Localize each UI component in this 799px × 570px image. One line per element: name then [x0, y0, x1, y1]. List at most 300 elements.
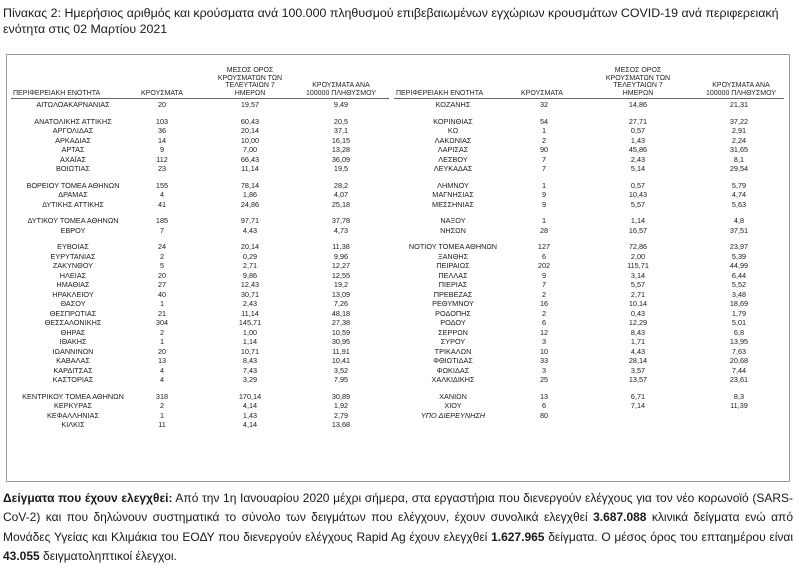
region-name-cell: ΠΕΛΛΑΣ [438, 270, 468, 280]
region-name-cell: ΠΙΕΡΙΑΣ [438, 280, 468, 289]
table-row [0, 226, 392, 236]
avg7-cell: 3,57 [630, 365, 646, 375]
cases-cell: 13 [157, 356, 167, 365]
cases-cell: 32 [539, 100, 549, 109]
cases-cell: 24 [157, 242, 167, 251]
footer-text-1: Από την 1η Ιανουαρίου 2020 μέχρι σήμερα, στα εργαστήρια που διενεργούν ελέγχους για τον νέο κορωνοϊό (SARS-CoV-2) και που δηλώνουν συστηματικά το σύνολο των δειγμάτων που ελέγχουν, έχουν συνολικά ελεγχθεί [3, 491, 793, 525]
table-row [392, 181, 792, 191]
avg7-cell: 3,29 [242, 375, 258, 384]
per100k-cell: 13,09 [331, 289, 351, 299]
right-table-body [392, 100, 792, 420]
region-name-cell: ΛΑΡΙΣΑΣ [437, 145, 469, 154]
per100k-cell: 13,95 [729, 337, 749, 346]
table-row [0, 420, 392, 430]
per100k-cell: 31,65 [729, 145, 749, 154]
cases-cell: 2 [159, 327, 165, 337]
table-row [392, 252, 792, 262]
cases-cell: 4 [159, 365, 165, 375]
per100k-cell: 7,95 [333, 375, 349, 384]
table-row [0, 242, 392, 252]
avg7-cell: 5,57 [630, 199, 646, 209]
cases-cell: 2 [541, 135, 547, 145]
per100k-cell: 5,39 [731, 251, 747, 261]
avg7-cell: 4,43 [242, 225, 258, 235]
avg7-cell: 1,43 [242, 410, 258, 420]
table-row [0, 299, 392, 309]
per100k-cell: 20,68 [729, 356, 749, 365]
header-per-right: ΚΡΟΥΣΜΑΤΑ ΑΝΑ 100000 ΠΛΗΘΥΣΜΟΥ [705, 82, 777, 97]
per100k-cell: 18,69 [729, 299, 749, 308]
per100k-cell: 4,8 [733, 216, 745, 225]
cases-cell: 202 [537, 261, 551, 270]
region-name-cell: ΕΥΡΥΤΑΝΙΑΣ [50, 251, 96, 261]
header-unit-left: ΠΕΡΙΦΕΡΕΙΑΚΗ ΕΝΟΤΗΤΑ [13, 90, 101, 97]
table-row [392, 318, 792, 328]
region-name-cell: ΑΡΚΑΔΙΑΣ [55, 135, 91, 145]
region-name-cell: ΚΙΛΚΙΣ [61, 420, 85, 429]
region-name-cell: ΚΑΣΤΟΡΙΑΣ [52, 375, 94, 384]
table-row [0, 309, 392, 319]
avg7-cell: 145,71 [238, 318, 262, 327]
region-name-cell: ΧΑΛΚΙΔΙΚΗΣ [431, 375, 475, 384]
per100k-cell: 1,79 [731, 308, 747, 318]
cases-cell: 318 [155, 391, 169, 401]
per100k-cell: 7,26 [333, 299, 349, 308]
table-row [0, 356, 392, 366]
cases-cell: 185 [155, 216, 169, 225]
table-row [392, 100, 792, 110]
per100k-cell: 44,99 [729, 261, 749, 270]
cases-cell: 3 [541, 365, 547, 375]
region-name-cell: ΚΑΡΔΙΤΣΑΣ [53, 365, 93, 375]
per100k-cell: 5,01 [731, 318, 747, 327]
cases-cell: 20 [157, 346, 167, 356]
cases-cell: 27 [157, 280, 167, 289]
per100k-cell: 8,3 [733, 391, 745, 401]
table-row [392, 216, 792, 226]
table-row [0, 155, 392, 165]
region-name-cell: ΔΥΤΙΚΟΥ ΤΟΜΕΑ ΑΘΗΝΩΝ [27, 216, 119, 225]
cases-cell: 40 [157, 289, 167, 299]
per100k-cell: 5,79 [731, 180, 747, 190]
avg7-cell: 13,57 [628, 375, 648, 384]
cases-cell: 10 [539, 346, 549, 356]
avg7-cell: 170,14 [238, 391, 262, 401]
table-row [392, 356, 792, 366]
cases-cell: 1 [541, 180, 547, 190]
avg7-cell: 10,43 [628, 190, 648, 199]
per100k-cell: 2,79 [333, 410, 349, 420]
table-row [392, 347, 792, 357]
avg7-cell: 45,86 [628, 145, 648, 154]
table-row [392, 261, 792, 271]
avg7-cell: 0,43 [630, 308, 646, 318]
footer-text-2: κλινικά δείγματα ενώ από Μονάδες Υγείας και Κλιμάκια του ΕΟΔΥ που διενεργούν ελέγχους Rapid Ag έχουν ελεγχθεί [3, 510, 793, 544]
per100k-cell: 11,91 [332, 346, 350, 356]
avg7-cell: 72,86 [628, 242, 648, 251]
avg7-cell: 19,57 [240, 100, 260, 109]
region-name-cell: ΜΕΣΣΗΝΙΑΣ [432, 199, 474, 209]
table-row [392, 155, 792, 165]
table-row [0, 271, 392, 281]
table-row [0, 318, 392, 328]
cases-cell: 9 [541, 190, 547, 199]
header-avg-left: ΜΕΣΟΣ ΟΡΟΣ ΚΡΟΥΣΜΑΤΩΝ ΤΩΝ ΤΕΛΕΥΤΑΙΩΝ 7 ΗΜΕΡΩΝ [217, 67, 283, 97]
footer-text-3: δείγματα. Ο μέσος όρος του επταημέρου είναι [544, 529, 793, 544]
region-name-cell: ΕΒΡΟΥ [60, 225, 86, 235]
avg7-cell: 2,71 [242, 261, 258, 270]
region-name-cell: ΠΕΙΡΑΙΩΣ [436, 261, 470, 270]
cases-cell: 1 [159, 299, 165, 308]
avg7-cell: 2,71 [630, 289, 646, 299]
per100k-cell: 6,8 [733, 327, 745, 337]
per100k-cell: 2,91 [731, 126, 747, 135]
region-name-cell: ΛΕΣΒΟΥ [438, 154, 468, 164]
region-name-cell: ΘΕΣΣΑΛΟΝΙΚΗΣ [44, 318, 102, 327]
region-name-cell: ΦΩΚΙΔΑΣ [436, 365, 470, 375]
region-name-cell: ΦΘΙΩΤΙΔΑΣ [433, 356, 473, 365]
avg7-cell: 7,43 [242, 365, 258, 375]
region-name-cell: ΙΩΑΝΝΙΝΩΝ [52, 346, 94, 356]
avg7-cell: 24,86 [240, 199, 260, 209]
per100k-cell: 12,27 [331, 261, 351, 270]
avg7-cell: 30,71 [240, 289, 260, 299]
cases-cell: 7 [541, 280, 547, 289]
cases-cell: 6 [541, 401, 547, 410]
region-name-cell: ΔΡΑΜΑΣ [58, 190, 88, 199]
table-row [0, 401, 392, 411]
avg7-cell: 3,14 [630, 270, 646, 280]
table-row [392, 366, 792, 376]
cases-cell: 36 [157, 126, 167, 135]
avg7-cell: 78,14 [240, 180, 260, 190]
avg7-cell: 12,29 [628, 318, 648, 327]
region-name-cell: ΡΟΔΟΠΗΣ [435, 308, 471, 318]
table-row [0, 216, 392, 226]
avg7-cell: 10,00 [240, 135, 260, 145]
region-name-cell: ΝΗΣΩΝ [440, 225, 466, 235]
table-row [0, 375, 392, 385]
per100k-cell: 13,68 [331, 420, 351, 429]
table-row [392, 271, 792, 281]
cases-cell: 21 [157, 308, 167, 318]
per100k-cell: 37,78 [331, 216, 351, 225]
cases-cell: 2 [541, 289, 547, 299]
cases-cell: 4 [159, 190, 165, 199]
cases-cell: 6 [541, 251, 547, 261]
cases-cell: 9 [541, 270, 547, 280]
footer-weekly-average: 43.055 [3, 549, 40, 564]
header-rule-left [11, 98, 389, 99]
cases-cell: 20 [157, 100, 167, 109]
table-row [392, 337, 792, 347]
table-row [392, 126, 792, 136]
avg7-cell: 1,43 [630, 135, 646, 145]
per100k-cell: 30,95 [331, 337, 351, 346]
avg7-cell: 4,14 [242, 401, 258, 410]
cases-cell: 155 [155, 180, 169, 190]
cases-cell: 7 [159, 225, 165, 235]
cases-cell: 127 [537, 242, 551, 251]
table-row [392, 136, 792, 146]
avg7-cell: 28,14 [628, 356, 648, 365]
region-name-cell: ΒΟΡΕΙΟΥ ΤΟΜΕΑ ΑΘΗΝΩΝ [26, 180, 120, 190]
avg7-cell: 0,57 [630, 180, 646, 190]
table-row [392, 328, 792, 338]
per100k-cell: 4,07 [333, 190, 349, 199]
per100k-cell: 23,61 [729, 375, 749, 384]
table-row [0, 252, 392, 262]
table-row [0, 280, 392, 290]
avg7-cell: 11,14 [241, 308, 259, 318]
region-name-cell: ΚΟΖΑΝΗΣ [435, 100, 471, 109]
per100k-cell: 5,52 [731, 280, 747, 289]
table-row [0, 145, 392, 155]
table-row [0, 290, 392, 300]
table-row [0, 337, 392, 347]
per100k-cell: 37,1 [333, 126, 349, 135]
cases-cell: 28 [539, 225, 549, 235]
header-per-left: ΚΡΟΥΣΜΑΤΑ ΑΝΑ 100000 ΠΛΗΘΥΣΜΟΥ [305, 82, 377, 97]
region-name-cell: ΑΝΑΤΟΛΙΚΗΣ ΑΤΤΙΚΗΣ [34, 116, 112, 126]
per100k-cell: 7,63 [731, 346, 747, 356]
avg7-cell: 5,57 [630, 280, 646, 289]
avg7-cell: 2,43 [630, 154, 646, 164]
per100k-cell: 48,18 [331, 308, 351, 318]
region-name-cell: ΑΧΑΪΑΣ [59, 154, 86, 164]
cases-cell: 6 [541, 318, 547, 327]
cases-cell: 7 [541, 154, 547, 164]
table-row [392, 200, 792, 210]
region-name-cell: ΛΕΥΚΑΔΑΣ [433, 164, 473, 173]
table-row [392, 117, 792, 127]
region-name-cell: ΣΕΡΡΩΝ [438, 327, 468, 337]
table-row [0, 164, 392, 174]
per100k-cell: 28,2 [333, 180, 349, 190]
cases-cell: 54 [539, 116, 549, 126]
cases-cell: 3 [541, 337, 547, 346]
footer-rapid-samples: 1.627.965 [491, 529, 545, 544]
footer-lead: Δείγματα που έχουν ελεγχθεί: [3, 491, 173, 505]
per100k-cell: 19,5 [333, 164, 349, 173]
avg7-cell: 1,14 [630, 216, 646, 225]
header-rule-right [394, 98, 784, 99]
table-row [0, 136, 392, 146]
per100k-cell: 3,48 [731, 289, 747, 299]
avg7-cell: 66,43 [240, 154, 260, 164]
cases-cell: 103 [155, 116, 169, 126]
table-row [392, 290, 792, 300]
table-row [392, 190, 792, 200]
avg7-cell: 27,71 [628, 116, 648, 126]
avg7-cell: 0,57 [630, 126, 646, 135]
table-row [0, 411, 392, 421]
footer-paragraph [3, 489, 793, 567]
avg7-cell: 7,00 [242, 145, 258, 154]
per100k-cell: 30,89 [331, 391, 351, 401]
per100k-cell: 21,31 [729, 100, 749, 109]
footer-text-4: δειγματοληπτικοί έλεγχοι. [39, 549, 177, 564]
cases-cell: 23 [157, 164, 167, 173]
cases-cell: 2 [159, 401, 165, 410]
per100k-cell: 29,54 [729, 164, 749, 173]
region-name-cell: ΝΑΞΟΥ [440, 216, 466, 225]
per100k-cell: 37,51 [729, 225, 749, 235]
avg7-cell: 8,43 [242, 356, 258, 365]
cases-cell: 2 [159, 251, 165, 261]
cases-cell: 90 [539, 145, 549, 154]
header-cases-right: ΚΡΟΥΣΜΑΤΑ [521, 90, 563, 97]
avg7-cell: 7,14 [630, 401, 646, 410]
left-table-body [0, 100, 392, 430]
cases-cell: 304 [155, 318, 169, 327]
table-row [0, 117, 392, 127]
region-name-cell: ΠΡΕΒΕΖΑΣ [433, 289, 473, 299]
region-name-cell: ΛΗΜΝΟΥ [437, 180, 469, 190]
cases-cell: 9 [541, 199, 547, 209]
cases-cell: 14 [157, 135, 167, 145]
avg7-cell: 16,57 [628, 225, 648, 235]
avg7-cell: 10,71 [240, 346, 260, 356]
per100k-cell: 27,38 [331, 318, 351, 327]
avg7-cell: 2,00 [630, 251, 646, 261]
cases-cell: 11 [158, 420, 166, 429]
header-avg-right: ΜΕΣΟΣ ΟΡΟΣ ΚΡΟΥΣΜΑΤΩΝ ΤΩΝ ΤΕΛΕΥΤΑΙΩΝ 7 ΗΜΕΡΩΝ [605, 67, 671, 97]
per100k-cell: 8,1 [733, 154, 745, 164]
table-row [0, 347, 392, 357]
per100k-cell: 9,96 [333, 251, 349, 261]
avg7-cell: 12,43 [240, 280, 260, 289]
table-row [392, 145, 792, 155]
region-name-cell: ΙΘΑΚΗΣ [59, 337, 87, 346]
per100k-cell: 4,74 [731, 190, 747, 199]
per100k-cell: 20,5 [333, 116, 349, 126]
per100k-cell: 10,41 [331, 356, 351, 365]
cases-cell: 4 [159, 375, 165, 384]
per100k-cell: 16,15 [331, 135, 351, 145]
table-row [392, 226, 792, 236]
per100k-cell: 12,55 [331, 270, 351, 280]
avg7-cell: 10,14 [628, 299, 648, 308]
table-row [392, 242, 792, 252]
cases-cell: 7 [541, 164, 547, 173]
per100k-cell: 36,09 [331, 154, 351, 164]
header-unit-right: ΠΕΡΙΦΕΡΕΙΑΚΗ ΕΝΟΤΗΤΑ [396, 90, 484, 97]
header-cases-left: ΚΡΟΥΣΜΑΤΑ [141, 90, 183, 97]
per100k-cell: 25,18 [331, 199, 351, 209]
per100k-cell: 7,44 [731, 365, 747, 375]
region-name-cell: ΔΥΤΙΚΗΣ ΑΤΤΙΚΗΣ [42, 199, 104, 209]
avg7-cell: 1,14 [242, 337, 258, 346]
table-row [0, 181, 392, 191]
avg7-cell: 8,43 [630, 327, 646, 337]
region-name-cell: ΖΑΚΥΝΘΟΥ [52, 261, 94, 270]
table-row [392, 280, 792, 290]
region-name-cell: ΒΟΙΩΤΙΑΣ [56, 164, 90, 173]
avg7-cell: 0,29 [242, 251, 258, 261]
cases-cell: 16 [539, 299, 549, 308]
avg7-cell: 1,86 [242, 190, 258, 199]
region-name-cell: ΚΩ [447, 126, 459, 135]
region-name-cell: ΗΜΑΘΙΑΣ [56, 280, 90, 289]
avg7-cell: 5,14 [630, 164, 646, 173]
per100k-cell: 3,52 [333, 365, 349, 375]
cases-cell: 9 [159, 145, 165, 154]
table-row [0, 190, 392, 200]
table-row [0, 126, 392, 136]
region-name-cell: ΕΥΒΟΙΑΣ [57, 242, 89, 251]
per100k-cell: 6,44 [731, 270, 747, 280]
region-name-cell: ΗΡΑΚΛΕΙΟΥ [52, 289, 94, 299]
avg7-cell: 14,86 [628, 100, 648, 109]
avg7-cell: 60,43 [240, 116, 260, 126]
cases-cell: 2 [541, 308, 547, 318]
region-name-cell: ΑΡΤΑΣ [61, 145, 85, 154]
region-name-cell: ΑΡΓΟΛΙΔΑΣ [52, 126, 94, 135]
avg7-cell: 20,14 [240, 242, 260, 251]
cases-cell: 41 [157, 199, 167, 209]
region-name-cell: ΝΟΤΙΟΥ ΤΟΜΕΑ ΑΘΗΝΩΝ [408, 242, 498, 251]
region-name-cell: ΜΑΓΝΗΣΙΑΣ [432, 190, 474, 199]
per100k-cell: 37,22 [729, 116, 749, 126]
cases-cell: 1 [541, 126, 547, 135]
table-row [0, 100, 392, 110]
table-row [0, 328, 392, 338]
per100k-cell: 13,28 [331, 145, 351, 154]
region-name-cell: ΥΠΟ ΔΙΕΡΕΥΝΗΣΗ [420, 410, 486, 420]
region-name-cell: ΘΗΡΑΣ [60, 327, 86, 337]
table-row [392, 375, 792, 385]
per100k-cell: 11,38 [332, 242, 350, 251]
table-row [392, 392, 792, 402]
cases-cell: 1 [159, 337, 165, 346]
per100k-cell: 5,63 [731, 199, 747, 209]
region-name-cell: ΤΡΙΚΑΛΩΝ [434, 346, 472, 356]
per100k-cell: 1,92 [333, 401, 349, 410]
cases-cell: 1 [159, 410, 165, 420]
region-name-cell: ΞΑΝΘΗΣ [437, 251, 469, 261]
region-name-cell: ΗΛΕΙΑΣ [59, 270, 87, 280]
table-caption: Πίνακας 2: Ημερήσιος αριθμός και κρούσματα ανά 100.000 πληθυσμού επιβεβαιωμένων εγχώριων κρουσμάτων COVID-19 ανά περιφερειακή ενότητα στις 02 Μαρτίου 2021 [3, 6, 779, 36]
avg7-cell: 4,43 [630, 346, 646, 356]
cases-cell: 1 [541, 216, 547, 225]
cases-cell: 12 [539, 327, 549, 337]
avg7-cell: 9,86 [242, 270, 258, 280]
cases-cell: 33 [539, 356, 549, 365]
region-name-cell: ΘΑΣΟΥ [60, 299, 86, 308]
avg7-cell: 2,43 [242, 299, 258, 308]
region-name-cell: ΚΕΡΚΥΡΑΣ [53, 401, 93, 410]
cases-cell: 13 [539, 391, 549, 401]
avg7-cell: 11,14 [241, 164, 259, 173]
region-name-cell: ΛΑΚΩΝΙΑΣ [434, 135, 472, 145]
avg7-cell: 1,00 [242, 327, 258, 337]
avg7-cell: 1,71 [630, 337, 646, 346]
region-name-cell: ΧΙΟΥ [444, 401, 462, 410]
table-row [392, 164, 792, 174]
per100k-cell: 4,73 [333, 225, 349, 235]
avg7-cell: 4,14 [242, 420, 258, 429]
per100k-cell: 23,97 [729, 242, 749, 251]
table-row [0, 261, 392, 271]
table-row [392, 401, 792, 411]
avg7-cell: 6,71 [630, 391, 646, 401]
region-name-cell: ΡΕΘΥΜΝΟΥ [432, 299, 474, 308]
region-name-cell: ΚΕΝΤΡΙΚΟΥ ΤΟΜΕΑ ΑΘΗΝΩΝ [22, 391, 124, 401]
cases-cell: 112 [156, 154, 168, 164]
region-name-cell: ΘΕΣΠΡΩΤΙΑΣ [49, 308, 97, 318]
region-name-cell: ΚΑΒΑΛΑΣ [56, 356, 90, 365]
